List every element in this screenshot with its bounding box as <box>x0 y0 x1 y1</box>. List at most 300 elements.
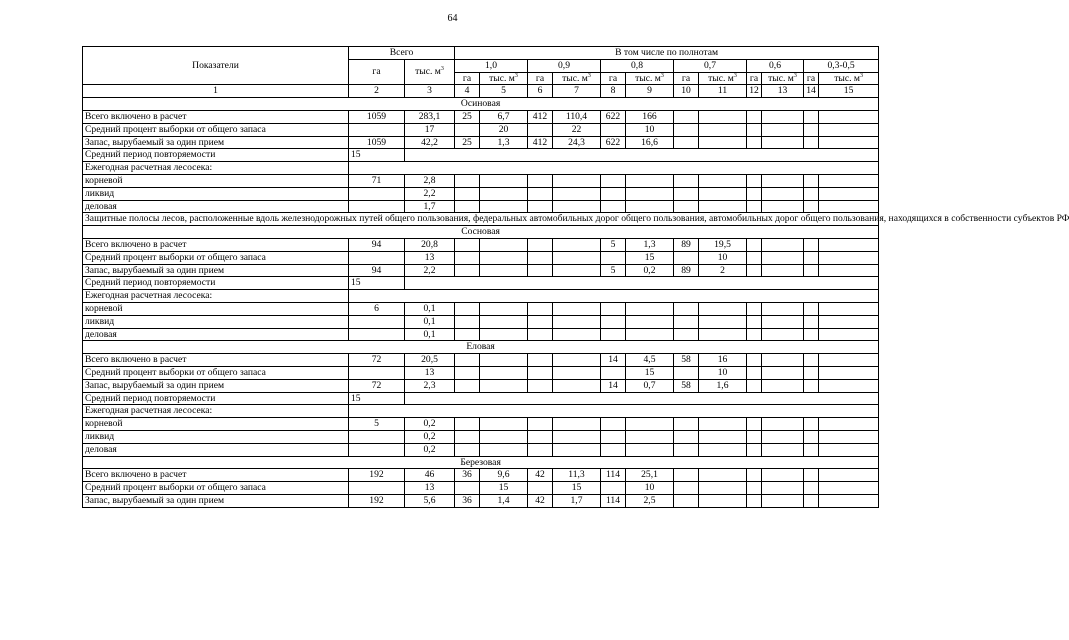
table-cell <box>819 110 879 123</box>
table-cell <box>819 251 879 264</box>
table-cell: 0,1 <box>405 328 455 341</box>
table-cell <box>747 494 762 507</box>
table-cell <box>747 443 762 456</box>
header-unit-ha: га <box>804 72 819 85</box>
table-cell: 0,2 <box>405 443 455 456</box>
table-cell <box>480 366 528 379</box>
species-title: Сосновая <box>83 226 879 239</box>
table-cell: 71 <box>349 174 405 187</box>
table-cell: 15 <box>349 149 405 162</box>
table-cell: 1059 <box>349 136 405 149</box>
table-cell: 13 <box>405 251 455 264</box>
table-cell <box>699 430 747 443</box>
table-cell <box>626 418 674 431</box>
table-cell <box>553 315 601 328</box>
table-cell <box>553 430 601 443</box>
table-cell <box>455 315 480 328</box>
table-cell: 15 <box>480 482 528 495</box>
column-number: 12 <box>747 85 762 98</box>
species-section-row <box>83 341 879 354</box>
table-cell: 25 <box>455 110 480 123</box>
table-cell <box>762 379 804 392</box>
header-total: Всего <box>349 47 455 60</box>
table-cell <box>762 251 804 264</box>
table-row <box>83 149 879 162</box>
table-cell <box>747 482 762 495</box>
table-cell: 622 <box>601 110 626 123</box>
table-cell <box>455 443 480 456</box>
forest-harvest-table <box>82 46 1069 508</box>
table-cell: 10 <box>699 251 747 264</box>
table-cell <box>762 110 804 123</box>
species-section-row <box>83 456 879 469</box>
table-cell <box>747 136 762 149</box>
table-cell <box>762 200 804 213</box>
table-cell: 6 <box>349 302 405 315</box>
table-cell <box>804 354 819 367</box>
empty-cell <box>405 392 879 405</box>
table-cell: 15 <box>553 482 601 495</box>
table-cell <box>528 200 553 213</box>
table-cell: 10 <box>626 123 674 136</box>
table-cell <box>480 302 528 315</box>
table-cell <box>601 430 626 443</box>
table-cell <box>674 302 699 315</box>
table-cell <box>674 443 699 456</box>
table-cell <box>455 430 480 443</box>
column-number: 10 <box>674 85 699 98</box>
header-unit-ha: га <box>601 72 626 85</box>
table-cell: 6,7 <box>480 110 528 123</box>
species-section-row <box>83 98 879 111</box>
table-cell <box>601 328 626 341</box>
table-cell: 42 <box>528 494 553 507</box>
table-cell <box>762 238 804 251</box>
table-cell: 16,6 <box>626 136 674 149</box>
table-cell <box>819 418 879 431</box>
table-cell: 1059 <box>349 110 405 123</box>
table-cell <box>804 366 819 379</box>
table-cell <box>699 418 747 431</box>
table-cell <box>699 443 747 456</box>
table-cell: 42 <box>528 469 553 482</box>
table-cell <box>804 494 819 507</box>
row-label: Запас, вырубаемый за один прием <box>83 379 349 392</box>
table-cell <box>762 354 804 367</box>
table-row <box>83 469 879 482</box>
header-unit-volume: тыс. $м^3$ <box>699 72 747 85</box>
table-cell <box>601 123 626 136</box>
table-cell <box>819 238 879 251</box>
header-total-volume: тыс. $м^3$ <box>405 59 455 85</box>
table-cell: 622 <box>601 136 626 149</box>
table-cell: 11,3 <box>553 469 601 482</box>
table-cell <box>480 379 528 392</box>
table-cell <box>528 482 553 495</box>
table-cell <box>762 469 804 482</box>
row-label: корневой <box>83 302 349 315</box>
column-number-row <box>83 85 879 98</box>
table-cell <box>349 328 405 341</box>
table-cell <box>747 238 762 251</box>
page-number: 64 <box>447 13 458 24</box>
table-cell <box>601 251 626 264</box>
table-row <box>83 187 879 200</box>
row-label: Средний период повторяемости <box>83 277 349 290</box>
table-cell <box>626 302 674 315</box>
empty-cell <box>349 405 879 418</box>
header-unit-ha: га <box>674 72 699 85</box>
header-density: 0,9 <box>528 59 601 72</box>
table-cell <box>349 200 405 213</box>
table-cell <box>762 136 804 149</box>
row-label: Ежегодная расчетная лесосека: <box>83 290 349 303</box>
header-density: 0,8 <box>601 59 674 72</box>
row-label: деловая <box>83 200 349 213</box>
table-cell <box>804 328 819 341</box>
table-cell <box>804 123 819 136</box>
column-number: 1 <box>83 85 349 98</box>
table-cell: 20,5 <box>405 354 455 367</box>
table-cell: 2,5 <box>626 494 674 507</box>
table-cell: 10 <box>626 482 674 495</box>
table-cell: 94 <box>349 264 405 277</box>
table-cell <box>804 302 819 315</box>
table-cell <box>819 494 879 507</box>
table-cell <box>480 418 528 431</box>
empty-cell <box>349 162 879 175</box>
row-label: деловая <box>83 328 349 341</box>
row-label: корневой <box>83 418 349 431</box>
table-cell: 5 <box>601 238 626 251</box>
table-cell: 42,2 <box>405 136 455 149</box>
table-cell: 20 <box>480 123 528 136</box>
table-cell: 17 <box>405 123 455 136</box>
table-cell <box>674 200 699 213</box>
row-label: Всего включено в расчет <box>83 354 349 367</box>
table-cell <box>819 315 879 328</box>
table-cell <box>349 187 405 200</box>
table-cell <box>528 354 553 367</box>
table-cell <box>528 174 553 187</box>
header-unit-ha: га <box>455 72 480 85</box>
header-density: 0,7 <box>674 59 747 72</box>
table-cell <box>528 264 553 277</box>
table-row <box>83 366 879 379</box>
header-unit-ha: га <box>528 72 553 85</box>
table-cell <box>762 443 804 456</box>
table-cell <box>455 264 480 277</box>
table-cell <box>674 187 699 200</box>
table-cell: 94 <box>349 238 405 251</box>
header-unit-ha: га <box>747 72 762 85</box>
table-cell: 15 <box>349 277 405 290</box>
table-cell <box>674 174 699 187</box>
table-cell <box>349 123 405 136</box>
table-cell <box>674 418 699 431</box>
table-cell <box>819 264 879 277</box>
column-number: 5 <box>480 85 528 98</box>
table-cell <box>762 174 804 187</box>
table-row <box>83 264 879 277</box>
table-cell <box>747 379 762 392</box>
table-cell: 5 <box>601 264 626 277</box>
table-cell <box>626 315 674 328</box>
table-cell: 0,2 <box>626 264 674 277</box>
table-cell <box>747 187 762 200</box>
table-cell: 58 <box>674 354 699 367</box>
table-row <box>83 277 879 290</box>
column-number: 3 <box>405 85 455 98</box>
table-cell: 25 <box>455 136 480 149</box>
table-cell: 10 <box>699 366 747 379</box>
table-cell <box>674 110 699 123</box>
table-cell <box>674 469 699 482</box>
row-label: ликвид <box>83 430 349 443</box>
subheader-row <box>83 162 879 175</box>
table-cell <box>455 482 480 495</box>
table-cell <box>349 430 405 443</box>
header-unit-volume: тыс. $м^3$ <box>762 72 804 85</box>
header-density: 0,6 <box>747 59 804 72</box>
table-row <box>83 251 879 264</box>
table-cell: 1,7 <box>405 200 455 213</box>
table-cell: 2,2 <box>405 187 455 200</box>
table-cell <box>819 366 879 379</box>
table-cell <box>601 174 626 187</box>
table-cell <box>553 264 601 277</box>
row-label: Средний период повторяемости <box>83 392 349 405</box>
header-density: 1,0 <box>455 59 528 72</box>
table-cell: 89 <box>674 264 699 277</box>
table-cell <box>601 315 626 328</box>
table-cell <box>553 238 601 251</box>
table-row <box>83 443 879 456</box>
row-label: Ежегодная расчетная лесосека: <box>83 405 349 418</box>
table-cell: 114 <box>601 469 626 482</box>
table-cell <box>819 302 879 315</box>
table-cell <box>804 482 819 495</box>
table-cell: 2,3 <box>405 379 455 392</box>
table-cell <box>674 482 699 495</box>
subheader-row <box>83 405 879 418</box>
table-cell <box>747 315 762 328</box>
table-cell: 46 <box>405 469 455 482</box>
table-cell: 2 <box>699 264 747 277</box>
row-label: Средний процент выборки от общего запаса <box>83 123 349 136</box>
table-header <box>83 47 879 98</box>
table-cell <box>601 443 626 456</box>
table-cell <box>626 200 674 213</box>
table-row <box>83 200 879 213</box>
row-label: Запас, вырубаемый за один прием <box>83 136 349 149</box>
table-cell: 1,6 <box>699 379 747 392</box>
table-cell <box>528 328 553 341</box>
table-cell <box>455 302 480 315</box>
column-number: 11 <box>699 85 747 98</box>
table-cell <box>762 494 804 507</box>
row-label: Средний процент выборки от общего запаса <box>83 251 349 264</box>
table-cell <box>528 430 553 443</box>
table-row <box>83 354 879 367</box>
table-cell <box>528 302 553 315</box>
table-row <box>83 110 879 123</box>
table-cell <box>553 379 601 392</box>
table-cell <box>349 482 405 495</box>
table-cell <box>626 187 674 200</box>
table-cell <box>455 379 480 392</box>
table-cell <box>747 366 762 379</box>
table-cell <box>762 302 804 315</box>
table-cell <box>553 302 601 315</box>
table-cell: 5,6 <box>405 494 455 507</box>
table-cell <box>553 418 601 431</box>
table-cell <box>699 494 747 507</box>
table-cell <box>804 110 819 123</box>
table-cell: 15 <box>626 366 674 379</box>
row-label: Запас, вырубаемый за один прием <box>83 264 349 277</box>
table-cell <box>699 469 747 482</box>
table-cell: 16 <box>699 354 747 367</box>
table-cell <box>804 469 819 482</box>
table-cell <box>747 469 762 482</box>
section-title: Защитные полосы лесов, расположенные вдоль железнодорожных путей общего пользования, федеральных автомобильных дорог общего пользования, автомобильных дорог общего пользования, находящихся в собственности субъектов РФ <box>83 213 879 226</box>
table-cell <box>747 110 762 123</box>
table-cell <box>699 136 747 149</box>
row-label: корневой <box>83 174 349 187</box>
table-cell <box>528 251 553 264</box>
table-cell <box>819 469 879 482</box>
table-cell: 0,1 <box>405 315 455 328</box>
table-cell <box>674 430 699 443</box>
table-cell <box>455 187 480 200</box>
table-row <box>83 379 879 392</box>
table-cell <box>819 430 879 443</box>
table-cell: 25,1 <box>626 469 674 482</box>
table-cell <box>762 315 804 328</box>
row-label: Запас, вырубаемый за один прием <box>83 494 349 507</box>
table-cell <box>553 187 601 200</box>
table-cell <box>480 187 528 200</box>
table-cell <box>747 418 762 431</box>
table-cell <box>553 200 601 213</box>
table-row <box>83 328 879 341</box>
table-cell <box>455 366 480 379</box>
table-cell <box>528 315 553 328</box>
table-cell <box>480 174 528 187</box>
table-cell <box>455 251 480 264</box>
table-cell <box>762 482 804 495</box>
table-cell: 192 <box>349 494 405 507</box>
table-cell <box>674 123 699 136</box>
table-cell <box>762 328 804 341</box>
column-number: 6 <box>528 85 553 98</box>
table-cell: 72 <box>349 354 405 367</box>
row-label: ликвид <box>83 187 349 200</box>
table-cell <box>699 315 747 328</box>
column-number: 7 <box>553 85 601 98</box>
table-cell <box>747 430 762 443</box>
table-cell <box>601 200 626 213</box>
table-cell: 114 <box>601 494 626 507</box>
table-row <box>83 136 879 149</box>
table-cell: 5 <box>349 418 405 431</box>
column-number: 4 <box>455 85 480 98</box>
table-cell: 14 <box>601 379 626 392</box>
table-cell <box>626 430 674 443</box>
table-cell <box>480 200 528 213</box>
table-cell <box>674 315 699 328</box>
table-cell <box>762 187 804 200</box>
table-cell: 72 <box>349 379 405 392</box>
table-row <box>83 315 879 328</box>
table-cell: 20,8 <box>405 238 455 251</box>
row-label: деловая <box>83 443 349 456</box>
table-cell <box>762 430 804 443</box>
table-cell: 0,7 <box>626 379 674 392</box>
table-cell: 1,3 <box>626 238 674 251</box>
table-cell <box>804 418 819 431</box>
table-cell: 13 <box>405 482 455 495</box>
header-unit-volume: тыс. $м^3$ <box>480 72 528 85</box>
table-cell <box>747 123 762 136</box>
table-row <box>83 392 879 405</box>
species-title: Березовая <box>83 456 879 469</box>
table-cell: 0,2 <box>405 418 455 431</box>
table-cell: 58 <box>674 379 699 392</box>
table-cell <box>699 174 747 187</box>
row-label: Всего включено в расчет <box>83 469 349 482</box>
table-cell: 19,5 <box>699 238 747 251</box>
column-number: 9 <box>626 85 674 98</box>
table-cell: 283,1 <box>405 110 455 123</box>
table-cell <box>601 366 626 379</box>
table-cell <box>699 302 747 315</box>
table-cell: 36 <box>455 469 480 482</box>
row-label: Всего включено в расчет <box>83 110 349 123</box>
table-cell: 15 <box>626 251 674 264</box>
table-cell <box>819 328 879 341</box>
species-section-row <box>83 226 879 239</box>
table-row <box>83 418 879 431</box>
table-cell <box>804 430 819 443</box>
table-cell <box>762 366 804 379</box>
column-number: 2 <box>349 85 405 98</box>
table-cell <box>455 200 480 213</box>
header-unit-volume: тыс. $м^3$ <box>626 72 674 85</box>
table-cell <box>455 123 480 136</box>
table-cell <box>349 366 405 379</box>
table-cell <box>699 187 747 200</box>
table-cell <box>804 200 819 213</box>
table-cell <box>480 430 528 443</box>
species-title: Осиновая <box>83 98 879 111</box>
table-cell <box>819 174 879 187</box>
table-cell: 24,3 <box>553 136 601 149</box>
table-cell <box>804 264 819 277</box>
table-cell <box>804 238 819 251</box>
empty-cell <box>405 277 879 290</box>
table-cell <box>699 123 747 136</box>
table-cell <box>480 264 528 277</box>
table-row <box>83 430 879 443</box>
table-cell <box>804 251 819 264</box>
column-number: 8 <box>601 85 626 98</box>
table-cell <box>553 328 601 341</box>
table-cell <box>804 443 819 456</box>
table-cell <box>553 443 601 456</box>
table-cell <box>747 302 762 315</box>
